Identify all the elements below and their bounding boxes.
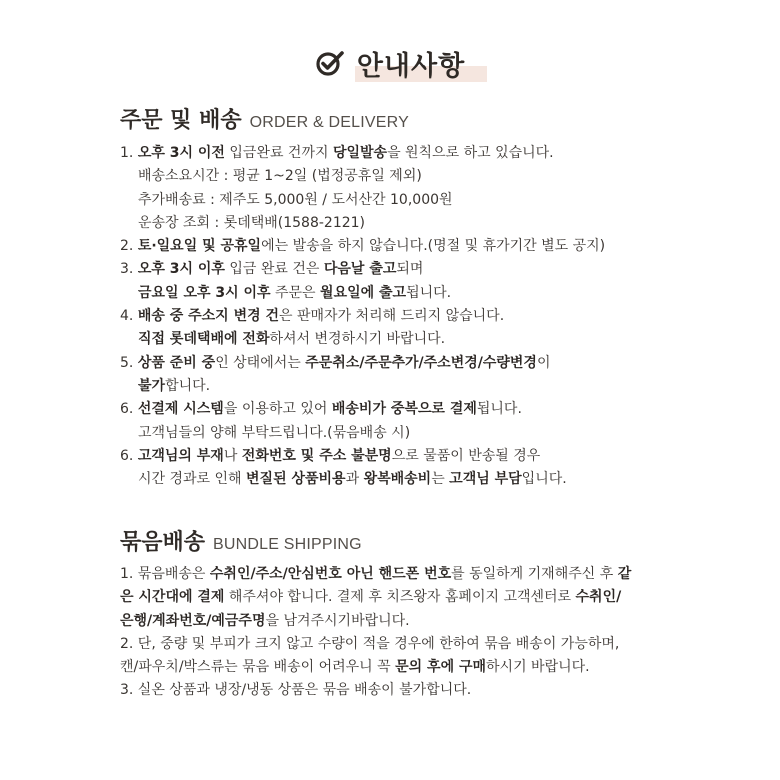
order-item-5 (120, 352, 680, 375)
bundle-shipping-text (120, 563, 632, 703)
item-number: 6. (120, 401, 138, 418)
emphasis: 오후 3시 이전 (137, 145, 225, 161)
text: 을 남겨주시기바랍니다. (265, 612, 410, 629)
text: 하셔서 변경하시기 바랍니다. (269, 331, 446, 348)
text: 주문은 (270, 284, 321, 301)
notice-header-inner (315, 44, 465, 83)
order-item-4 (120, 305, 680, 328)
text: 나 (223, 447, 242, 464)
emphasis: 수취인/주소/안심번호 아닌 핸드폰 번호 (209, 566, 452, 582)
text: 에는 발송을 하지 않습니다.(명절 및 휴가기간 별도 공지) (261, 238, 606, 255)
item-number: 3. (120, 261, 138, 278)
order-item-5-cont (120, 375, 680, 398)
order-item-3 (120, 258, 680, 281)
emphasis: 오후 3시 이후 (137, 261, 225, 278)
text: 배송소요시간 : 평균 1~2일 (법정공휴일 제외) (138, 168, 422, 185)
item-number: 1. (120, 145, 138, 161)
text: 1. 묶음배송은 (120, 566, 210, 582)
item-number: 6. (120, 447, 138, 464)
item-number: 2. (120, 238, 138, 255)
text: 하시기 바랍니다. (486, 659, 590, 676)
text: 됩니다. (476, 401, 522, 418)
item-number: 4. (120, 308, 138, 325)
emphasis: 전화번호 및 주소 불분명 (241, 447, 392, 464)
emphasis: 문의 후에 구매 (395, 659, 487, 676)
item-number: 5. (120, 354, 138, 371)
emphasis: 당일발송 (332, 145, 388, 161)
text: 입금 완료 건은 (224, 261, 324, 278)
tracking-info (120, 212, 680, 235)
text: 는 (431, 471, 450, 488)
order-item-1 (120, 142, 680, 165)
order-item-4-cont (120, 328, 680, 351)
text: 을 이용하고 있어 (223, 401, 332, 418)
delivery-time-info (120, 165, 680, 188)
order-item-3-cont (120, 282, 680, 305)
emphasis: 배송 중 주소지 변경 건 (137, 308, 280, 325)
emphasis: 상품 준비 중 (137, 354, 216, 371)
emphasis: 고객님 부담 (449, 471, 522, 488)
text: 2. 단, 중량 및 부피가 크지 않고 수량이 적을 경우에 한하여 묶음 배송이 가능하며, 캔/파우치/박스류는 묶음 배송이 어려우니 꼭 (120, 635, 620, 676)
text: 인 상태에서는 (215, 354, 306, 371)
emphasis: 선결제 시스템 (137, 401, 224, 418)
text: 입금완료 건까지 (224, 145, 333, 161)
order-item-6b (120, 445, 680, 468)
text: 되며 (396, 261, 424, 278)
emphasis: 토·일요일 및 공휴일 (137, 238, 262, 255)
text: 은 판매자가 처리해 드리지 않습니다. (279, 308, 505, 325)
text: 해주셔야 합니다. 결제 후 치즈왕자 홈페이지 고객센터로 (224, 589, 576, 606)
order-delivery-heading (120, 103, 409, 134)
text: 으로 물품이 반송될 경우 (391, 447, 541, 464)
order-heading-english: ORDER & DELIVERY (249, 114, 409, 131)
text: 입니다. (521, 471, 567, 488)
emphasis: 직접 롯데택배에 전화 (138, 331, 270, 348)
extra-fee-info (120, 189, 680, 212)
text: 고객님들의 양해 부탁드립니다.(묶음배송 시) (138, 424, 411, 441)
text: 운송장 조회 : 롯데택배(1588-2121) (138, 214, 366, 231)
order-item-6b-cont (120, 468, 680, 491)
bundle-paragraph-1 (120, 563, 632, 633)
check-circle-icon (315, 48, 345, 78)
emphasis: 왕복배송비 (363, 471, 432, 488)
text: 추가배송료 : 제주도 5,000원 / 도서산간 10,000원 (138, 191, 453, 208)
emphasis: 변질된 상품비용 (246, 471, 346, 488)
bundle-heading-english: BUNDLE SHIPPING (213, 536, 362, 553)
emphasis: 수취인/은행/계좌번호/예금주명 (120, 589, 622, 629)
text: 3. 실온 상품과 냉장/냉동 상품은 묶음 배송이 불가합니다. (120, 682, 472, 699)
emphasis: 배송비가 중복으로 결제 (331, 401, 477, 418)
bundle-heading-korean: 묶음배송 (120, 530, 206, 555)
text: 시간 경과로 인해 (138, 471, 247, 488)
emphasis: 같은 시간대에 결제 (120, 566, 632, 606)
bundle-shipping-heading (120, 525, 362, 556)
order-item-6a (120, 398, 680, 421)
page-title: 안내사항 (356, 50, 466, 82)
text: 합니다. (165, 377, 211, 394)
order-delivery-list (120, 142, 680, 491)
emphasis: 다음날 출고 (323, 261, 397, 278)
emphasis: 금요일 오후 3시 이후 (138, 284, 271, 301)
emphasis: 월요일에 출고 (320, 284, 407, 301)
text: 을 원칙으로 하고 있습니다. (387, 145, 554, 161)
emphasis: 고객님의 부재 (137, 447, 224, 464)
bundle-paragraph-2 (120, 633, 632, 680)
emphasis: 주문취소/주문추가/주소변경/수량변경 (305, 354, 537, 371)
order-item-6a-cont (120, 422, 680, 445)
notice-header (0, 40, 780, 86)
bundle-paragraph-3 (120, 679, 632, 702)
text: 과 (345, 471, 364, 488)
order-item-2 (120, 235, 680, 258)
text: 를 동일하게 기재해주신 후 (451, 566, 618, 582)
text: 이 (536, 354, 551, 371)
order-heading-korean: 주문 및 배송 (120, 108, 242, 133)
text: 됩니다. (406, 284, 452, 301)
emphasis: 불가 (138, 377, 166, 394)
